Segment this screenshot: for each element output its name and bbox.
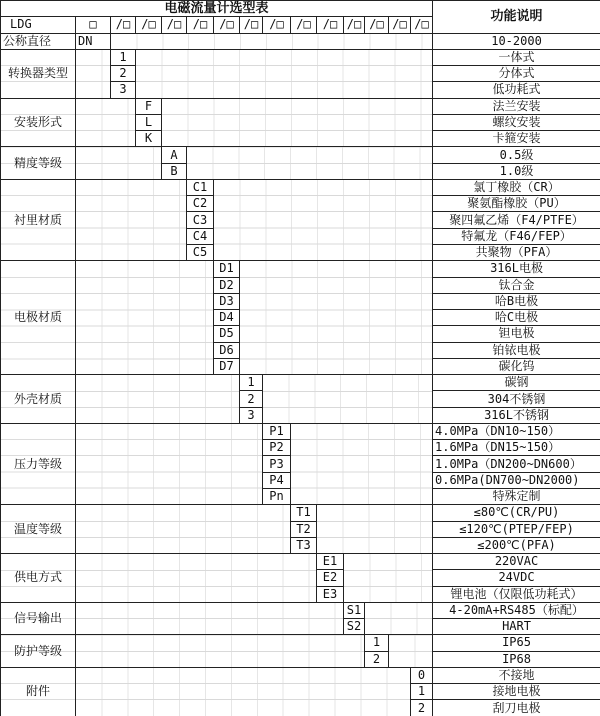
- option-code: S2: [344, 619, 365, 635]
- option-description: 0.6MPa(DN700~DN2000): [433, 472, 600, 488]
- option-description: ≤120℃(PTEP/FEP): [433, 521, 600, 537]
- model-code-slot: /□: [344, 17, 365, 33]
- model-code-slot: /□: [240, 17, 263, 33]
- option-code: C1: [187, 179, 214, 195]
- empty-region: [263, 375, 433, 424]
- option-code: 2: [411, 700, 433, 716]
- option-description: 分体式: [433, 66, 600, 82]
- category-label-converter-type: 转换器类型: [1, 49, 76, 98]
- category-label-housing-material: 外壳材质: [1, 375, 76, 424]
- option-description: 一体式: [433, 49, 600, 65]
- empty-region: [187, 147, 433, 180]
- category-label-pressure-rating: 压力等级: [1, 423, 76, 504]
- option-code: 1: [240, 375, 263, 391]
- option-code: P2: [263, 440, 291, 456]
- option-code: D3: [214, 293, 240, 309]
- category-label-accuracy-class: 精度等级: [1, 147, 76, 180]
- option-code: 0: [411, 667, 433, 683]
- empty-region: [76, 179, 187, 260]
- empty-region: [76, 667, 411, 716]
- table-row: [1, 49, 600, 65]
- option-description: 0.5级: [433, 147, 600, 163]
- option-description: 哈B电极: [433, 293, 600, 309]
- option-code: 2: [365, 651, 389, 667]
- category-label-signal-output: 信号输出: [1, 602, 76, 635]
- table-row: [1, 98, 600, 114]
- option-code: D4: [214, 310, 240, 326]
- option-description: 特氟龙（F46/FEP）: [433, 228, 600, 244]
- option-description: 碳钢: [433, 375, 600, 391]
- empty-region: [111, 33, 433, 49]
- option-code: S1: [344, 602, 365, 618]
- option-description: 哈C电极: [433, 310, 600, 326]
- category-label-protection-rating: 防护等级: [1, 635, 76, 668]
- table-row: [1, 179, 600, 195]
- option-code: DN: [76, 33, 111, 49]
- empty-region: [76, 554, 317, 603]
- model-code-slot: /□: [111, 17, 136, 33]
- empty-region: [76, 505, 291, 554]
- option-description: 316L不锈钢: [433, 407, 600, 423]
- option-description: 钽电极: [433, 326, 600, 342]
- option-code: T2: [291, 521, 317, 537]
- model-code-slot: /□: [411, 17, 433, 33]
- option-description: 接地电极: [433, 684, 600, 700]
- table-row: [1, 261, 600, 277]
- option-description: 锂电池（仅限低功耗式）: [433, 586, 600, 602]
- table-row: [1, 602, 600, 618]
- model-code-slot: /□: [291, 17, 317, 33]
- table-title: 电磁流量计选型表: [1, 1, 433, 17]
- table-row: [1, 1, 600, 17]
- category-label-installation-type: 安装形式: [1, 98, 76, 147]
- option-code: 2: [240, 391, 263, 407]
- category-label-temperature-rating: 温度等级: [1, 505, 76, 554]
- option-code: B: [162, 163, 187, 179]
- option-description: 10-2000: [433, 33, 600, 49]
- option-code: 1: [411, 684, 433, 700]
- option-code: Pn: [263, 488, 291, 504]
- option-code: L: [136, 114, 162, 130]
- category-label-power-supply: 供电方式: [1, 554, 76, 603]
- option-description: 316L电极: [433, 261, 600, 277]
- option-description: 聚氨酯橡胶（PU）: [433, 196, 600, 212]
- table-row: [1, 635, 600, 651]
- empty-region: [214, 179, 433, 260]
- option-description: 1.6MPa（DN15~150）: [433, 440, 600, 456]
- empty-region: [76, 635, 365, 668]
- option-description: 4-20mA+RS485（标配）: [433, 602, 600, 618]
- option-code: D6: [214, 342, 240, 358]
- option-description: 共聚物（PFA）: [433, 244, 600, 260]
- option-description: ≤80℃(CR/PU): [433, 505, 600, 521]
- option-code: 3: [240, 407, 263, 423]
- option-description: 聚四氟乙烯（F4/PTFE）: [433, 212, 600, 228]
- category-label-electrode-material: 电极材质: [1, 261, 76, 375]
- table-row: [1, 147, 600, 163]
- option-description: 螺纹安装: [433, 114, 600, 130]
- empty-region: [76, 423, 263, 504]
- option-description: 不接地: [433, 667, 600, 683]
- option-code: 2: [111, 66, 136, 82]
- option-description: ≤200℃(PFA): [433, 537, 600, 553]
- option-code: 1: [111, 49, 136, 65]
- empty-region: [76, 375, 240, 424]
- empty-region: [240, 261, 433, 375]
- option-code: K: [136, 131, 162, 147]
- option-code: P1: [263, 423, 291, 439]
- option-code: C5: [187, 244, 214, 260]
- option-description: 法兰安装: [433, 98, 600, 114]
- option-code: F: [136, 98, 162, 114]
- option-description: IP65: [433, 635, 600, 651]
- model-prefix: LDG: [1, 17, 76, 33]
- table-row: [1, 33, 600, 49]
- option-code: P4: [263, 472, 291, 488]
- model-code-slot: □: [76, 17, 111, 33]
- empty-region: [76, 98, 136, 147]
- table-row: [1, 554, 600, 570]
- option-code: C4: [187, 228, 214, 244]
- option-description: 1.0MPa（DN200~DN600）: [433, 456, 600, 472]
- option-description: 卡箍安装: [433, 131, 600, 147]
- option-code: E1: [317, 554, 344, 570]
- category-label-liner-material: 衬里材质: [1, 179, 76, 260]
- empty-region: [389, 635, 433, 668]
- empty-region: [291, 423, 433, 504]
- option-description: 1.0级: [433, 163, 600, 179]
- option-code: 3: [111, 82, 136, 98]
- option-description: IP68: [433, 651, 600, 667]
- empty-region: [317, 505, 433, 554]
- option-code: T3: [291, 537, 317, 553]
- option-code: 1: [365, 635, 389, 651]
- option-description: 4.0MPa（DN10~150）: [433, 423, 600, 439]
- empty-region: [76, 261, 214, 375]
- empty-region: [76, 147, 162, 180]
- option-code: C3: [187, 212, 214, 228]
- model-code-slot: /□: [187, 17, 214, 33]
- option-code: D5: [214, 326, 240, 342]
- option-code: E2: [317, 570, 344, 586]
- model-code-slot: /□: [263, 17, 291, 33]
- model-code-slot: /□: [389, 17, 411, 33]
- empty-region: [136, 49, 433, 98]
- empty-region: [162, 98, 433, 147]
- option-code: A: [162, 147, 187, 163]
- empty-region: [365, 602, 433, 635]
- option-description: HART: [433, 619, 600, 635]
- table-row: [1, 505, 600, 521]
- option-description: 低功耗式: [433, 82, 600, 98]
- empty-region: [76, 602, 344, 635]
- table-row: [1, 423, 600, 439]
- option-description: 304不锈钢: [433, 391, 600, 407]
- option-description: 220VAC: [433, 554, 600, 570]
- table-row: [1, 667, 600, 683]
- option-code: P3: [263, 456, 291, 472]
- category-label-nominal-diameter: 公称直径: [1, 33, 76, 49]
- model-code-slot: /□: [317, 17, 344, 33]
- model-code-slot: /□: [162, 17, 187, 33]
- option-code: D2: [214, 277, 240, 293]
- option-code: C2: [187, 196, 214, 212]
- option-code: E3: [317, 586, 344, 602]
- option-description: 刮刀电极: [433, 700, 600, 716]
- empty-region: [344, 554, 433, 603]
- model-code-slot: /□: [365, 17, 389, 33]
- option-code: D1: [214, 261, 240, 277]
- model-code-slot: /□: [214, 17, 240, 33]
- empty-region: [76, 49, 111, 98]
- option-code: D7: [214, 358, 240, 374]
- category-label-accessories: 附件: [1, 667, 76, 716]
- option-description: 特殊定制: [433, 488, 600, 504]
- option-description: 铂铱电极: [433, 342, 600, 358]
- function-column-header: 功能说明: [433, 1, 600, 34]
- option-description: 氯丁橡胶（CR）: [433, 179, 600, 195]
- option-description: 钛合金: [433, 277, 600, 293]
- option-description: 24VDC: [433, 570, 600, 586]
- option-code: T1: [291, 505, 317, 521]
- model-code-slot: /□: [136, 17, 162, 33]
- table-row: [1, 375, 600, 391]
- option-description: 碳化钨: [433, 358, 600, 374]
